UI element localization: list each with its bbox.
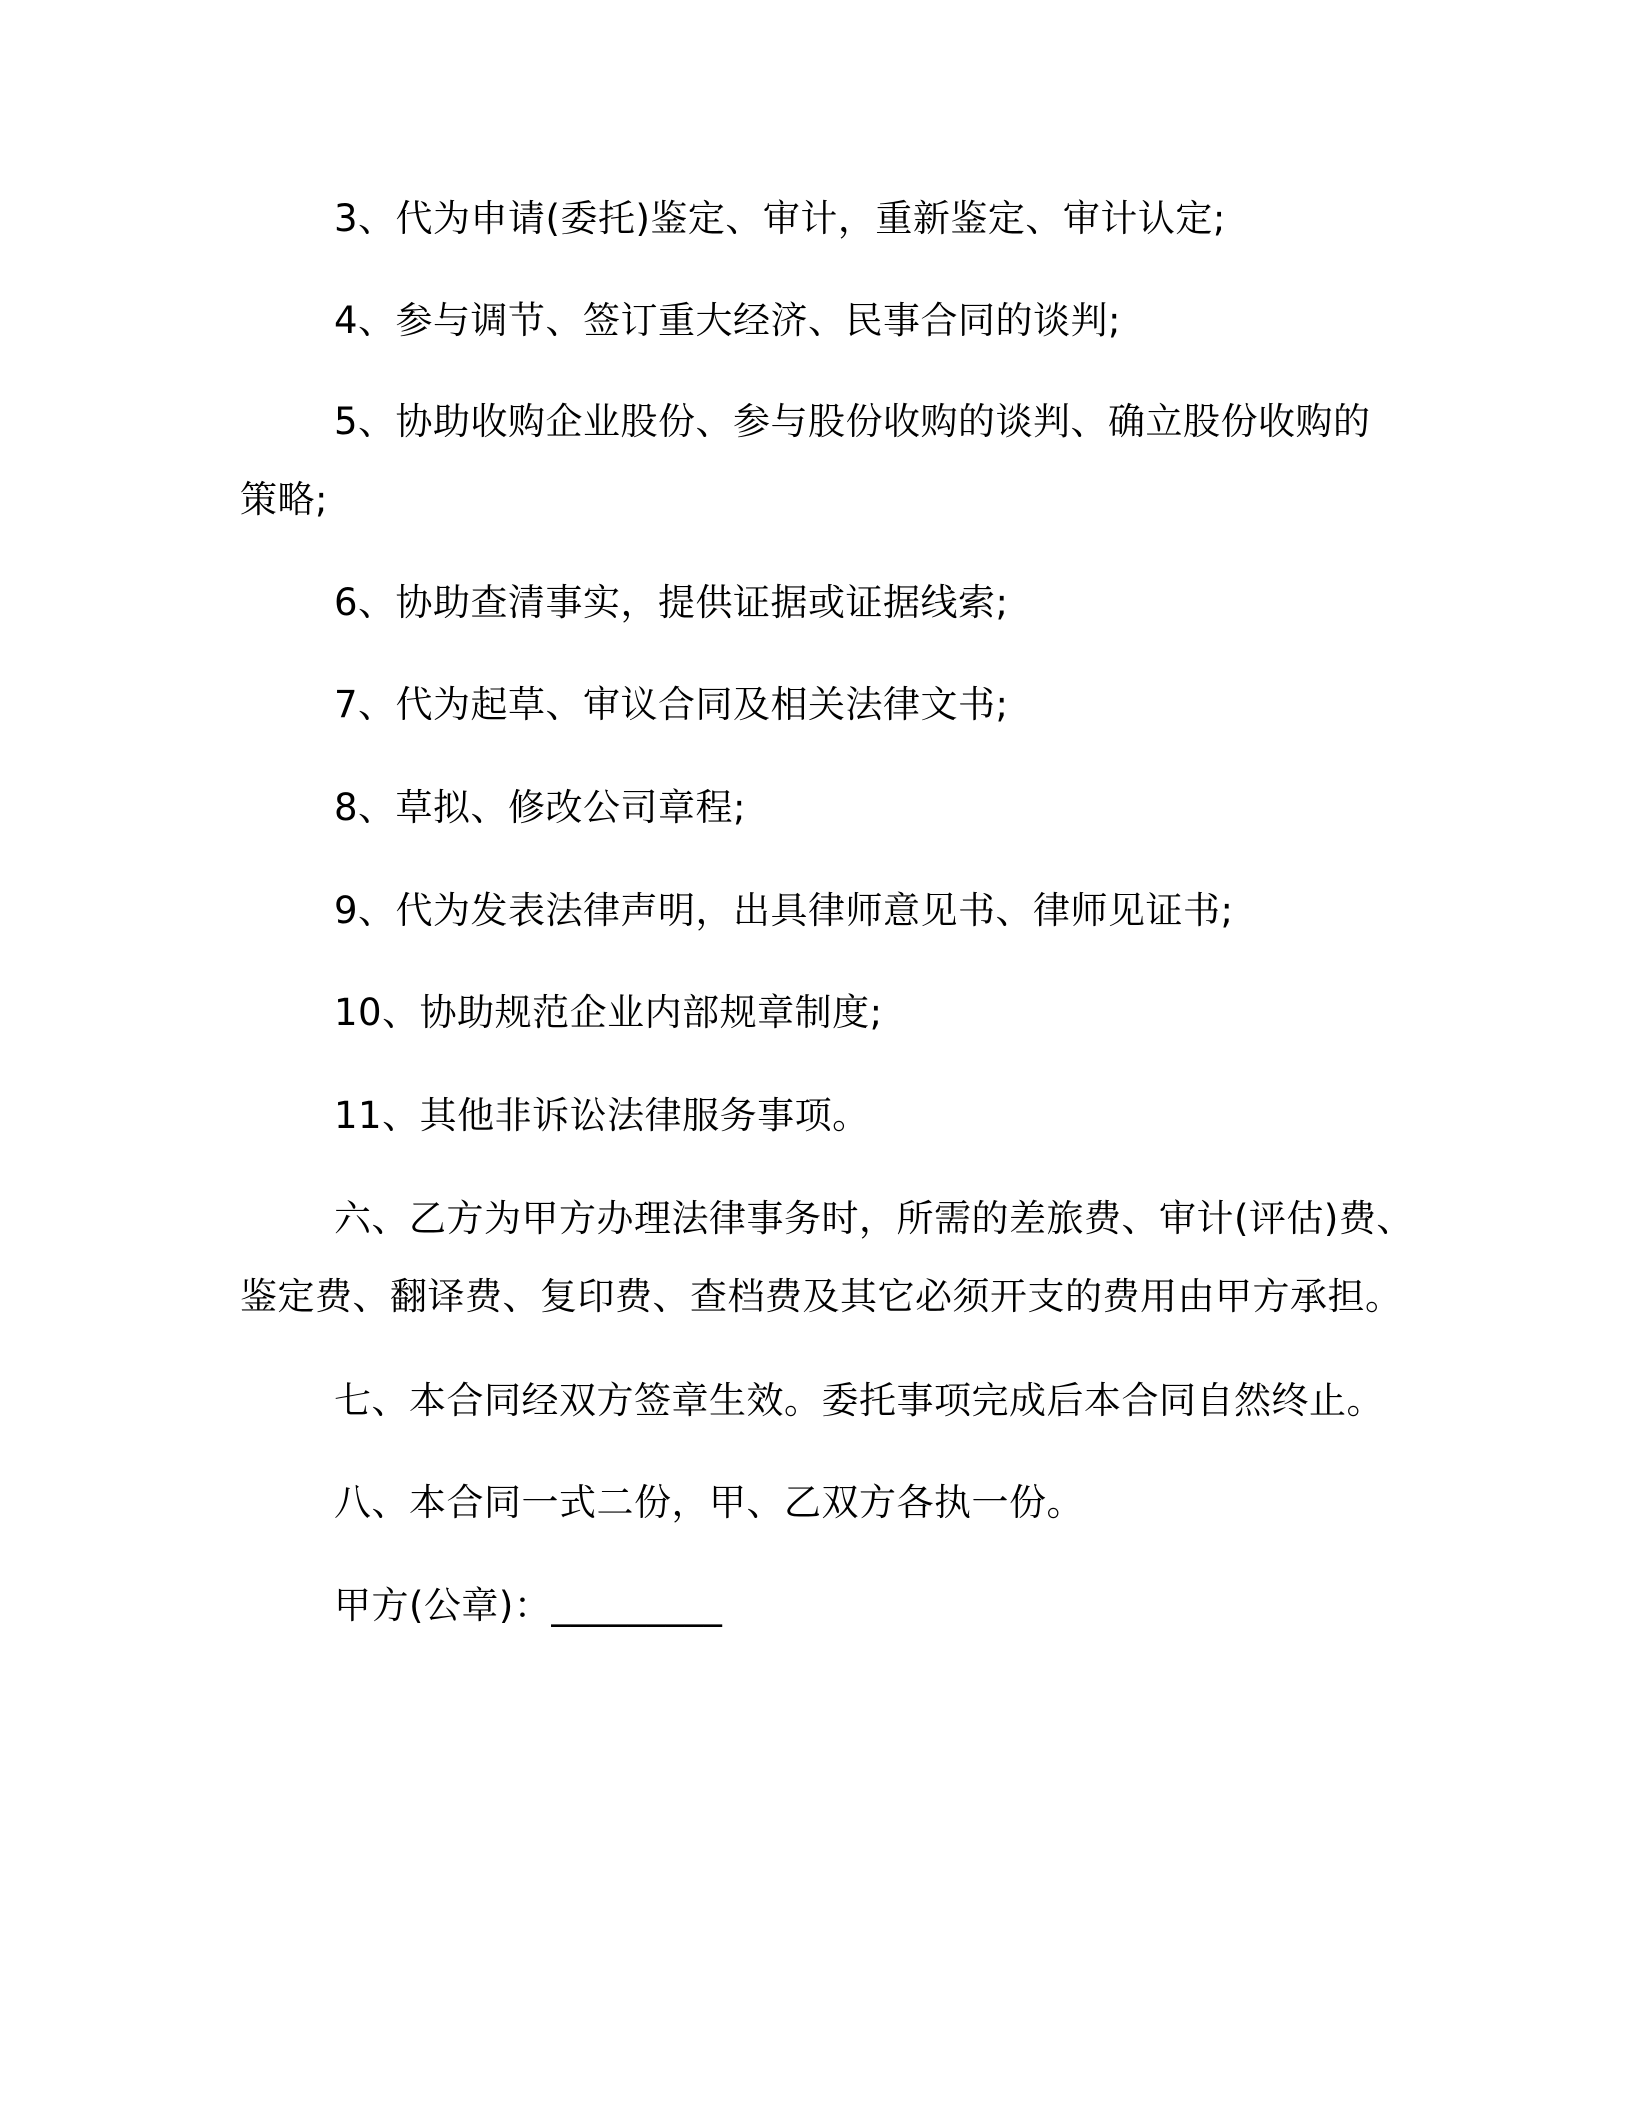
clause-six-line-2: 鉴定费、翻译费、复印费、查档费及其它必须开支的费用由甲方承担。	[240, 1275, 1403, 1318]
clause-eight: 八、本合同一式二份，甲、乙双方各执一份。	[334, 1481, 1084, 1524]
item-3: 3、代为申请(委托)鉴定、审计，重新鉴定、审计认定;	[334, 197, 1226, 240]
item-5-line-1: 5、协助收购企业股份、参与股份收购的谈判、确立股份收购的	[334, 400, 1371, 443]
item-10: 10、协助规范企业内部规章制度;	[334, 991, 883, 1034]
party-a-seal-line: 甲方(公章)：_________	[334, 1584, 723, 1627]
clause-seven: 七、本合同经双方签章生效。委托事项完成后本合同自然终止。	[334, 1379, 1384, 1422]
item-9: 9、代为发表法律声明，出具律师意见书、律师见证书;	[334, 889, 1234, 932]
clause-six-line-1: 六、乙方为甲方办理法律事务时，所需的差旅费、审计(评估)费、	[334, 1197, 1414, 1240]
item-11: 11、其他非诉讼法律服务事项。	[334, 1094, 870, 1137]
item-4: 4、参与调节、签订重大经济、民事合同的谈判;	[334, 299, 1122, 342]
item-7: 7、代为起草、审议合同及相关法律文书;	[334, 683, 1009, 726]
item-5-line-2: 策略;	[240, 478, 328, 521]
item-6: 6、协助查清事实，提供证据或证据线索;	[334, 581, 1009, 624]
item-8: 8、草拟、修改公司章程;	[334, 786, 747, 829]
